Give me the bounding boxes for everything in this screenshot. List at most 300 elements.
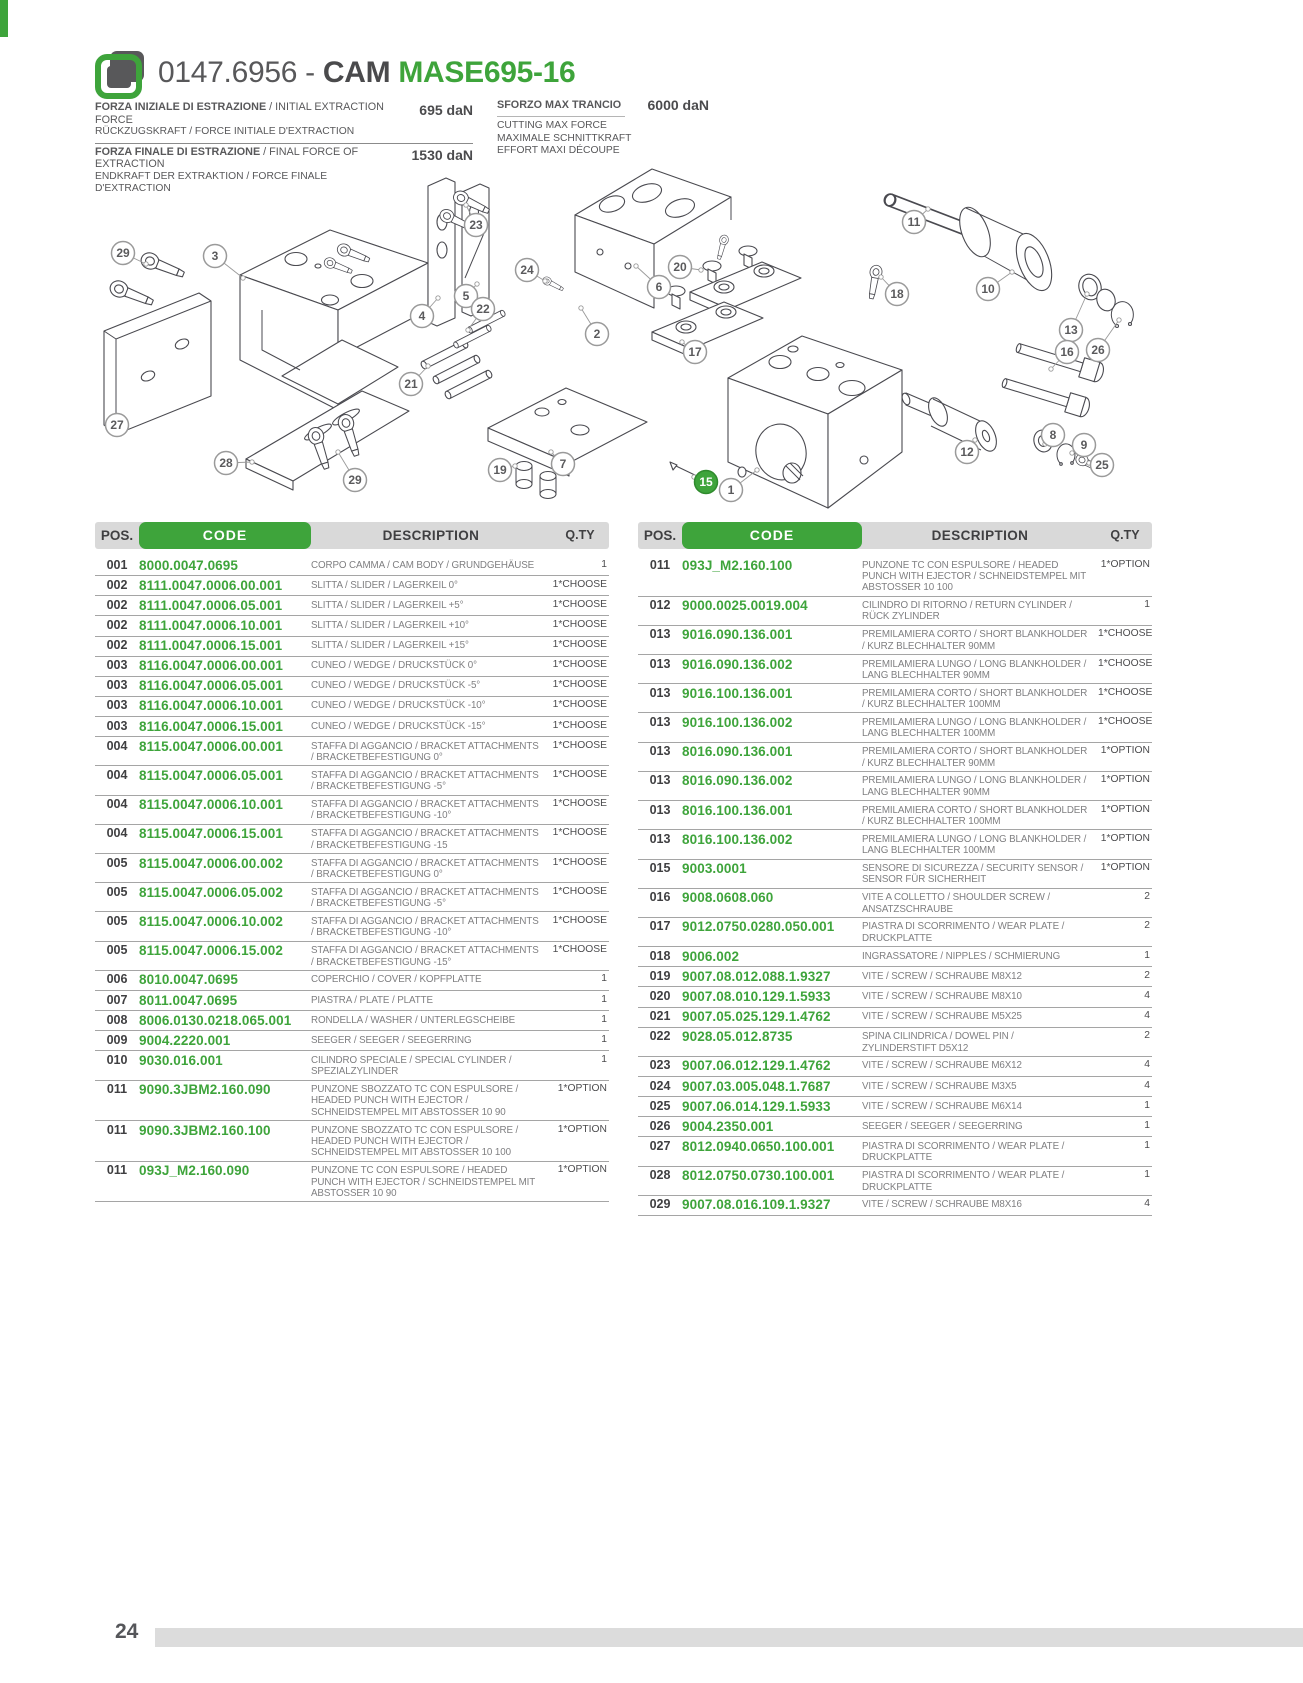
row-description: VITE / SCREW / SCHRAUBE M6X14 bbox=[862, 1100, 1022, 1112]
table-row bbox=[95, 766, 609, 795]
row-code: 9008.0608.060 bbox=[682, 890, 774, 906]
row-qty: 1 bbox=[1144, 1099, 1150, 1111]
row-qty: 1 bbox=[1144, 1139, 1150, 1151]
table-row bbox=[638, 1117, 1152, 1137]
row-description: STAFFA DI AGGANCIO / BRACKET ATTACHMENTS / BRACKETBEFESTIGUNG -10° bbox=[311, 799, 539, 822]
table-row bbox=[95, 971, 609, 991]
row-code: 8111.0047.0006.15.001 bbox=[139, 638, 283, 653]
svg-text:25: 25 bbox=[1095, 458, 1109, 473]
table-row bbox=[95, 637, 609, 657]
corner-accent-mark bbox=[0, 0, 8, 37]
row-pos: 005 bbox=[106, 855, 128, 870]
row-qty: 1*CHOOSE bbox=[552, 885, 607, 897]
row-code: 8016.090.136.001 bbox=[682, 744, 793, 760]
row-qty: 1*OPTION bbox=[1100, 558, 1150, 570]
row-pos: 010 bbox=[106, 1052, 128, 1067]
callout-12 bbox=[956, 438, 979, 464]
table-row bbox=[95, 883, 609, 912]
row-code: 8016.090.136.002 bbox=[682, 773, 793, 789]
table-row bbox=[95, 854, 609, 883]
table-row bbox=[638, 713, 1152, 742]
row-pos: 029 bbox=[649, 1197, 671, 1212]
table-row bbox=[95, 737, 609, 766]
callout-19 bbox=[489, 459, 518, 482]
row-code: 9030.016.001 bbox=[139, 1052, 223, 1068]
row-code: 9006.002 bbox=[682, 948, 740, 964]
table-row bbox=[638, 830, 1152, 859]
row-description: PREMILAMIERA CORTO / SHORT BLANKHOLDER / KURZ BLECHHALTER 100MM bbox=[862, 804, 1088, 827]
svg-text:2: 2 bbox=[593, 327, 601, 342]
row-qty: 1 bbox=[1144, 1169, 1150, 1181]
row-pos: 011 bbox=[106, 1082, 128, 1097]
row-description: VITE / SCREW / SCHRAUBE M8X10 bbox=[862, 990, 1022, 1002]
row-code: 8012.0750.0730.100.001 bbox=[682, 1168, 835, 1184]
table-row bbox=[95, 796, 609, 825]
table-row bbox=[638, 772, 1152, 801]
svg-text:11: 11 bbox=[907, 215, 921, 230]
row-description: CUNEO / WEDGE / DRUCKSTÜCK -5° bbox=[311, 680, 481, 692]
col-code-header: CODE bbox=[682, 522, 862, 549]
row-qty: 1*OPTION bbox=[1100, 774, 1150, 786]
row-pos: 002 bbox=[106, 577, 128, 592]
parts-table-right bbox=[638, 522, 1152, 1216]
row-pos: 013 bbox=[649, 627, 671, 642]
table-row bbox=[95, 825, 609, 854]
col-qty-header: Q.TY bbox=[1110, 528, 1140, 542]
row-qty: 1*OPTION bbox=[1100, 803, 1150, 815]
parts-table-body bbox=[638, 556, 1152, 1216]
row-pos: 027 bbox=[649, 1138, 671, 1153]
row-qty: 1*CHOOSE bbox=[552, 856, 607, 868]
row-pos: 005 bbox=[106, 913, 128, 928]
row-qty: 1 bbox=[601, 1053, 607, 1065]
row-code: 8006.0130.0218.065.001 bbox=[139, 1012, 292, 1028]
row-code: 8116.0047.0006.00.001 bbox=[139, 658, 283, 674]
row-description: SEEGER / SEEGER / SEEGERRING bbox=[862, 1120, 1023, 1132]
row-description: CILINDRO SPECIALE / SPECIAL CYLINDER / SPEZIALZYLINDER bbox=[311, 1054, 512, 1078]
col-qty-header: Q.TY bbox=[565, 528, 595, 542]
row-description: SENSORE DI SICUREZZA / SECURITY SENSOR / SENSOR FÜR SICHERHEIT bbox=[862, 863, 1084, 886]
row-code: 9000.0025.0019.004 bbox=[682, 598, 808, 614]
callout-3 bbox=[204, 245, 246, 281]
row-description: INGRASSATORE / NIPPLES / SCHMIERUNG bbox=[862, 950, 1061, 962]
row-code: 9007.03.005.048.1.7687 bbox=[682, 1078, 831, 1094]
row-code: 8115.0047.0006.10.002 bbox=[139, 913, 283, 929]
cutting-force-specs bbox=[497, 99, 709, 158]
table-row bbox=[95, 697, 609, 717]
table-row bbox=[95, 657, 609, 677]
row-pos: 018 bbox=[649, 948, 671, 963]
product-code: 0147.6956 - bbox=[158, 56, 323, 89]
callout-25 bbox=[1087, 454, 1114, 477]
row-pos: 013 bbox=[649, 773, 671, 788]
callout-13 bbox=[1060, 292, 1090, 342]
row-description: VITE A COLLETTO / SHOULDER SCREW / ANSATZSCHRAUBE bbox=[862, 892, 1051, 915]
row-pos: 008 bbox=[106, 1012, 128, 1027]
row-pos: 020 bbox=[649, 988, 671, 1003]
row-code: 093J_M2.160.090 bbox=[139, 1163, 250, 1179]
row-qty: 2 bbox=[1144, 891, 1150, 903]
row-description: VITE / SCREW / SCHRAUBE M5X25 bbox=[862, 1011, 1022, 1023]
table-row bbox=[638, 801, 1152, 830]
row-pos: 007 bbox=[106, 992, 128, 1007]
row-pos: 006 bbox=[106, 972, 128, 987]
row-pos: 004 bbox=[106, 826, 128, 841]
row-description: PUNZONE TC CON ESPULSORE / HEADED PUNCH WITH EJECTOR / SCHNEIDSTEMPEL MIT ABSTOSSER 10 90 bbox=[311, 1165, 535, 1199]
row-code: 8115.0047.0006.05.001 bbox=[139, 767, 283, 783]
row-code: 8111.0047.0006.00.001 bbox=[139, 577, 283, 593]
row-code: 9016.100.136.002 bbox=[682, 714, 793, 730]
row-code: 9004.2220.001 bbox=[139, 1032, 231, 1048]
svg-text:29: 29 bbox=[116, 246, 130, 261]
row-pos: 003 bbox=[106, 678, 128, 693]
svg-text:12: 12 bbox=[960, 445, 974, 460]
row-code: 9004.2350.001 bbox=[682, 1118, 774, 1134]
row-description: VITE / SCREW / SCHRAUBE M3X5 bbox=[862, 1080, 1017, 1092]
svg-text:1: 1 bbox=[727, 483, 735, 498]
svg-text:19: 19 bbox=[493, 463, 507, 478]
callout-8 bbox=[1042, 424, 1065, 447]
svg-text:17: 17 bbox=[688, 345, 702, 360]
row-code: 9007.05.025.129.1.4762 bbox=[682, 1009, 831, 1025]
col-description-header: DESCRIPTION bbox=[931, 528, 1029, 543]
svg-text:21: 21 bbox=[404, 377, 418, 392]
svg-text:9: 9 bbox=[1080, 438, 1088, 453]
row-code: 8011.0047.0695 bbox=[139, 992, 238, 1008]
svg-text:18: 18 bbox=[890, 287, 904, 302]
row-qty: 1 bbox=[601, 1013, 607, 1025]
table-row bbox=[95, 991, 609, 1011]
row-qty: 1*CHOOSE bbox=[552, 639, 607, 650]
row-qty: 4 bbox=[1144, 1010, 1150, 1022]
row-description: PREMILAMIERA CORTO / SHORT BLANKHOLDER / KURZ BLECHHALTER 90MM bbox=[862, 629, 1088, 652]
row-code: 8115.0047.0006.15.002 bbox=[139, 943, 283, 959]
divider bbox=[497, 116, 625, 117]
row-qty: 4 bbox=[1144, 1079, 1150, 1091]
final-force-value: 1530 daN bbox=[411, 146, 473, 163]
row-pos: 004 bbox=[106, 797, 128, 812]
row-code: 8000.0047.0695 bbox=[139, 557, 238, 573]
row-code: 8116.0047.0006.05.001 bbox=[139, 678, 283, 694]
table-row bbox=[95, 1162, 609, 1203]
row-qty: 1*CHOOSE bbox=[552, 598, 607, 610]
row-qty: 1*OPTION bbox=[1100, 832, 1150, 844]
callout-17 bbox=[680, 340, 707, 364]
table-header bbox=[95, 522, 609, 549]
row-code: 9003.0001 bbox=[682, 861, 747, 877]
row-description: PREMILAMIERA CORTO / SHORT BLANKHOLDER / KURZ BLECHHALTER 90MM bbox=[862, 746, 1088, 769]
svg-text:4: 4 bbox=[418, 309, 426, 324]
row-code: 9007.06.012.129.1.4762 bbox=[682, 1058, 831, 1074]
initial-force-labels bbox=[95, 101, 401, 139]
row-description: SLITTA / SLIDER / LAGERKEIL +10° bbox=[311, 619, 469, 631]
row-description: PUNZONE SBOZZATO TC CON ESPULSORE / HEADED PUNCH WITH EJECTOR / SCHNEIDSTEMPEL MIT ABSTOSSER 10 90 bbox=[311, 1084, 519, 1118]
row-qty: 1*CHOOSE bbox=[552, 944, 607, 956]
table-row bbox=[638, 1137, 1152, 1166]
row-code: 9090.3JBM2.160.090 bbox=[139, 1082, 271, 1098]
table-row bbox=[638, 1196, 1152, 1216]
svg-text:10: 10 bbox=[981, 282, 995, 297]
table-row bbox=[638, 987, 1152, 1007]
row-qty: 2 bbox=[1144, 969, 1150, 981]
brand-logo-icon bbox=[94, 50, 148, 100]
row-code: 8116.0047.0006.15.001 bbox=[139, 718, 283, 734]
row-qty: 1*CHOOSE bbox=[552, 659, 607, 671]
diagram-parts bbox=[104, 169, 1133, 508]
row-qty: 1 bbox=[1144, 1119, 1150, 1131]
row-pos: 011 bbox=[106, 1163, 128, 1178]
row-description: STAFFA DI AGGANCIO / BRACKET ATTACHMENTS / BRACKETBEFESTIGUNG -5° bbox=[311, 769, 539, 793]
cutting-force-sub2: MAXIMALE SCHNITTKRAFT bbox=[497, 132, 632, 144]
row-pos: 001 bbox=[106, 557, 128, 572]
row-qty: 1*OPTION bbox=[557, 1164, 607, 1176]
table-row bbox=[95, 556, 609, 576]
row-description: PREMILAMIERA CORTO / SHORT BLANKHOLDER / KURZ BLECHHALTER 100MM bbox=[862, 687, 1088, 711]
row-description: SLITTA / SLIDER / LAGERKEIL 0° bbox=[311, 579, 458, 591]
table-row bbox=[638, 743, 1152, 772]
row-pos: 002 bbox=[106, 597, 128, 612]
row-pos: 013 bbox=[649, 714, 671, 729]
row-code: 9007.08.010.129.1.5933 bbox=[682, 988, 831, 1004]
row-description: SPINA CILINDRICA / DOWEL PIN / ZYLINDERSTIFT D5X12 bbox=[862, 1031, 1014, 1054]
cutting-force-title: SFORZO MAX TRANCIO bbox=[497, 99, 622, 111]
row-pos: 013 bbox=[649, 685, 671, 700]
callout-20 bbox=[669, 256, 704, 279]
row-code: 8016.100.136.002 bbox=[682, 831, 793, 847]
product-model: MASE695-16 bbox=[398, 56, 576, 89]
product-type: CAM bbox=[322, 56, 399, 89]
row-pos: 025 bbox=[649, 1098, 671, 1113]
row-description: VITE / SCREW / SCHRAUBE M8X12 bbox=[862, 970, 1022, 982]
table-row bbox=[638, 626, 1152, 655]
row-qty: 1*CHOOSE bbox=[1098, 657, 1153, 669]
row-description: PIASTRA DI SCORRIMENTO / WEAR PLATE / DRUCKPLATTE bbox=[862, 1170, 1065, 1193]
table-row bbox=[95, 1051, 609, 1080]
row-pos: 003 bbox=[106, 718, 128, 733]
table-row bbox=[95, 1011, 609, 1031]
row-qty: 1*CHOOSE bbox=[1098, 686, 1153, 698]
final-force-label-bold: FORZA FINALE DI ESTRAZIONE bbox=[95, 145, 261, 158]
row-description: STAFFA DI AGGANCIO / BRACKET ATTACHMENTS / BRACKETBEFESTIGUNG 0° bbox=[311, 740, 539, 763]
svg-text:24: 24 bbox=[520, 263, 534, 278]
table-row bbox=[638, 1008, 1152, 1028]
row-code: 9028.05.012.8735 bbox=[682, 1029, 793, 1045]
row-qty: 1*OPTION bbox=[557, 1083, 607, 1095]
row-code: 9012.0750.0280.050.001 bbox=[682, 919, 835, 935]
callout-10 bbox=[977, 270, 1015, 301]
row-qty: 1*OPTION bbox=[557, 1123, 607, 1135]
row-description: VITE / SCREW / SCHRAUBE M6X12 bbox=[862, 1060, 1022, 1072]
table-header bbox=[638, 522, 1152, 549]
initial-force-row bbox=[95, 99, 473, 143]
row-pos: 013 bbox=[649, 831, 671, 846]
row-code: 8111.0047.0006.05.001 bbox=[139, 597, 283, 613]
row-code: 9007.08.016.109.1.9327 bbox=[682, 1197, 831, 1213]
row-code: 8016.100.136.001 bbox=[682, 802, 793, 818]
row-qty: 1 bbox=[601, 973, 607, 985]
row-pos: 003 bbox=[106, 658, 128, 673]
svg-text:15: 15 bbox=[699, 475, 713, 490]
table-row bbox=[638, 1097, 1152, 1117]
svg-text:27: 27 bbox=[110, 418, 124, 433]
col-description-header: DESCRIPTION bbox=[382, 528, 480, 543]
initial-force-label-line2: RÜCKZUGSKRAFT / FORCE INITIALE D'EXTRACTION bbox=[95, 126, 355, 138]
row-description: VITE / SCREW / SCHRAUBE M8X16 bbox=[862, 1199, 1022, 1211]
table-row bbox=[95, 1081, 609, 1122]
table-row bbox=[95, 942, 609, 971]
cutting-force-sub1: CUTTING MAX FORCE bbox=[497, 120, 607, 131]
row-code: 8116.0047.0006.10.001 bbox=[139, 698, 283, 714]
row-qty: 1*CHOOSE bbox=[552, 798, 607, 810]
callout-21 bbox=[400, 364, 431, 396]
row-pos: 013 bbox=[649, 744, 671, 759]
row-code: 8115.0047.0006.15.001 bbox=[139, 826, 283, 842]
row-qty: 1 bbox=[601, 1033, 607, 1045]
row-pos: 011 bbox=[649, 557, 671, 572]
final-force-label-rest: / FINAL FORCE OF EXTRACTION bbox=[95, 145, 359, 171]
initial-force-label-rest: / INITIAL EXTRACTION FORCE bbox=[95, 101, 384, 126]
row-qty: 1*CHOOSE bbox=[552, 679, 607, 691]
row-pos: 026 bbox=[649, 1118, 671, 1133]
col-code-header: CODE bbox=[139, 522, 311, 549]
table-row bbox=[95, 717, 609, 737]
row-code: 9016.090.136.002 bbox=[682, 656, 793, 672]
callout-26 bbox=[1087, 318, 1122, 362]
callout-27 bbox=[106, 414, 129, 437]
row-description: CORPO CAMMA / CAM BODY / GRUNDGEHÄUSE bbox=[311, 559, 535, 571]
row-qty: 2 bbox=[1144, 1030, 1150, 1042]
svg-text:8: 8 bbox=[1049, 428, 1057, 443]
row-qty: 1*OPTION bbox=[1100, 745, 1150, 757]
row-code: 093J_M2.160.100 bbox=[682, 557, 793, 573]
initial-force-value: 695 daN bbox=[419, 102, 473, 118]
row-description: PREMILAMIERA LUNGO / LONG BLANKHOLDER / LANG BLECHHALTER 100MM bbox=[862, 833, 1087, 857]
page-number: 24 bbox=[115, 1620, 139, 1643]
table-row bbox=[638, 556, 1152, 597]
row-description: COPERCHIO / COVER / KOPFPLATTE bbox=[311, 974, 482, 986]
row-pos: 015 bbox=[649, 861, 671, 876]
table-row bbox=[638, 597, 1152, 626]
svg-text:28: 28 bbox=[219, 456, 233, 471]
callout-18 bbox=[879, 275, 909, 306]
row-qty: 1 bbox=[601, 558, 607, 570]
row-description: SEEGER / SEEGER / SEEGERRING bbox=[311, 1034, 472, 1046]
row-qty: 2 bbox=[1144, 920, 1150, 932]
row-pos: 002 bbox=[106, 638, 128, 652]
row-qty: 1*OPTION bbox=[1100, 862, 1150, 874]
table-row bbox=[638, 918, 1152, 947]
table-row bbox=[95, 1121, 609, 1162]
table-row bbox=[95, 596, 609, 616]
row-code: 8115.0047.0006.05.002 bbox=[139, 884, 283, 900]
table-row bbox=[95, 616, 609, 636]
cutting-force-value: 6000 daN bbox=[647, 97, 709, 113]
callout-29 bbox=[112, 242, 149, 267]
row-description: CUNEO / WEDGE / DRUCKSTÜCK 0° bbox=[311, 660, 477, 672]
footer-bar bbox=[155, 1628, 1303, 1647]
row-qty: 1*CHOOSE bbox=[1098, 628, 1153, 640]
row-pos: 005 bbox=[106, 884, 128, 899]
row-qty: 1*CHOOSE bbox=[1098, 715, 1153, 727]
row-description: CUNEO / WEDGE / DRUCKSTÜCK -10° bbox=[311, 700, 486, 712]
row-code: 9090.3JBM2.160.100 bbox=[139, 1122, 271, 1138]
table-row bbox=[638, 947, 1152, 967]
table-row bbox=[638, 1057, 1152, 1077]
row-qty: 1*CHOOSE bbox=[552, 719, 607, 731]
row-qty: 4 bbox=[1144, 989, 1150, 1001]
svg-text:29: 29 bbox=[348, 473, 362, 488]
table-row bbox=[638, 1077, 1152, 1097]
row-description: STAFFA DI AGGANCIO / BRACKET ATTACHMENTS / BRACKETBEFESTIGUNG -5° bbox=[311, 886, 539, 910]
row-description: PREMILAMIERA LUNGO / LONG BLANKHOLDER / LANG BLECHHALTER 90MM bbox=[862, 775, 1087, 798]
row-qty: 1 bbox=[601, 993, 607, 1005]
row-description: RONDELLA / WASHER / UNTERLEGSCHEIBE bbox=[311, 1014, 516, 1026]
row-qty: 1*CHOOSE bbox=[552, 768, 607, 780]
svg-text:5: 5 bbox=[462, 289, 470, 304]
row-qty: 1 bbox=[1144, 599, 1150, 611]
col-pos-header: POS. bbox=[100, 528, 134, 543]
row-description: PIASTRA / PLATE / PLATTE bbox=[311, 994, 433, 1006]
cutting-force-sub3: EFFORT MAXI DÉCOUPE bbox=[497, 145, 620, 157]
callout-9 bbox=[1070, 434, 1096, 457]
row-qty: 4 bbox=[1144, 1198, 1150, 1210]
row-pos: 009 bbox=[106, 1032, 128, 1047]
svg-text:16: 16 bbox=[1060, 345, 1074, 360]
row-code: 8115.0047.0006.00.002 bbox=[139, 855, 283, 871]
row-qty: 1*CHOOSE bbox=[552, 699, 607, 711]
row-pos: 003 bbox=[106, 698, 128, 713]
row-description: PUNZONE TC CON ESPULSORE / HEADED PUNCH WITH EJECTOR / SCHNEIDSTEMPEL MIT ABSTOSSER 10 100 bbox=[862, 559, 1086, 594]
svg-text:26: 26 bbox=[1091, 343, 1105, 358]
row-qty: 1*CHOOSE bbox=[552, 827, 607, 839]
row-description: PREMILAMIERA LUNGO / LONG BLANKHOLDER / LANG BLECHHALTER 100MM bbox=[862, 716, 1087, 740]
final-force-label-line2: ENDKRAFT DER EXTRAKTION / FORCE FINALE D'EXTRACTION bbox=[95, 171, 328, 195]
row-code: 8111.0047.0006.10.001 bbox=[139, 617, 283, 633]
row-description: SLITTA / SLIDER / LAGERKEIL +5° bbox=[311, 599, 464, 611]
row-description: PIASTRA DI SCORRIMENTO / WEAR PLATE / DRUCKPLATTE bbox=[862, 921, 1065, 944]
row-description: PUNZONE SBOZZATO TC CON ESPULSORE / HEADED PUNCH WITH EJECTOR / SCHNEIDSTEMPEL MIT ABSTOSSER 10 100 bbox=[311, 1124, 519, 1159]
row-pos: 021 bbox=[649, 1009, 671, 1024]
row-pos: 023 bbox=[649, 1058, 671, 1073]
row-pos: 012 bbox=[649, 598, 671, 613]
row-code: 9016.100.136.001 bbox=[682, 685, 793, 701]
row-pos: 028 bbox=[649, 1168, 671, 1183]
row-pos: 017 bbox=[649, 919, 671, 934]
exploded-diagram bbox=[0, 160, 1303, 518]
table-row bbox=[95, 912, 609, 941]
table-row bbox=[638, 684, 1152, 713]
row-pos: 013 bbox=[649, 802, 671, 817]
row-code: 8115.0047.0006.10.001 bbox=[139, 797, 283, 813]
row-description: PIASTRA DI SCORRIMENTO / WEAR PLATE / DRUCKPLATTE bbox=[862, 1140, 1065, 1164]
table-row bbox=[95, 576, 609, 596]
row-code: 9007.06.014.129.1.5933 bbox=[682, 1098, 831, 1114]
row-pos: 004 bbox=[106, 738, 128, 753]
row-qty: 4 bbox=[1144, 1059, 1150, 1071]
row-pos: 013 bbox=[649, 656, 671, 671]
svg-text:7: 7 bbox=[559, 457, 567, 472]
row-code: 8010.0047.0695 bbox=[139, 972, 238, 988]
callout-15 bbox=[692, 471, 718, 494]
svg-text:22: 22 bbox=[476, 302, 490, 317]
page-title bbox=[158, 56, 575, 90]
row-pos: 016 bbox=[649, 890, 671, 905]
table-row bbox=[95, 677, 609, 697]
row-pos: 019 bbox=[649, 968, 671, 983]
callout-24 bbox=[516, 259, 548, 284]
row-qty: 1*CHOOSE bbox=[552, 914, 607, 926]
row-description: CILINDRO DI RITORNO / RETURN CYLINDER / RÜCK ZYLINDER bbox=[862, 600, 1072, 623]
